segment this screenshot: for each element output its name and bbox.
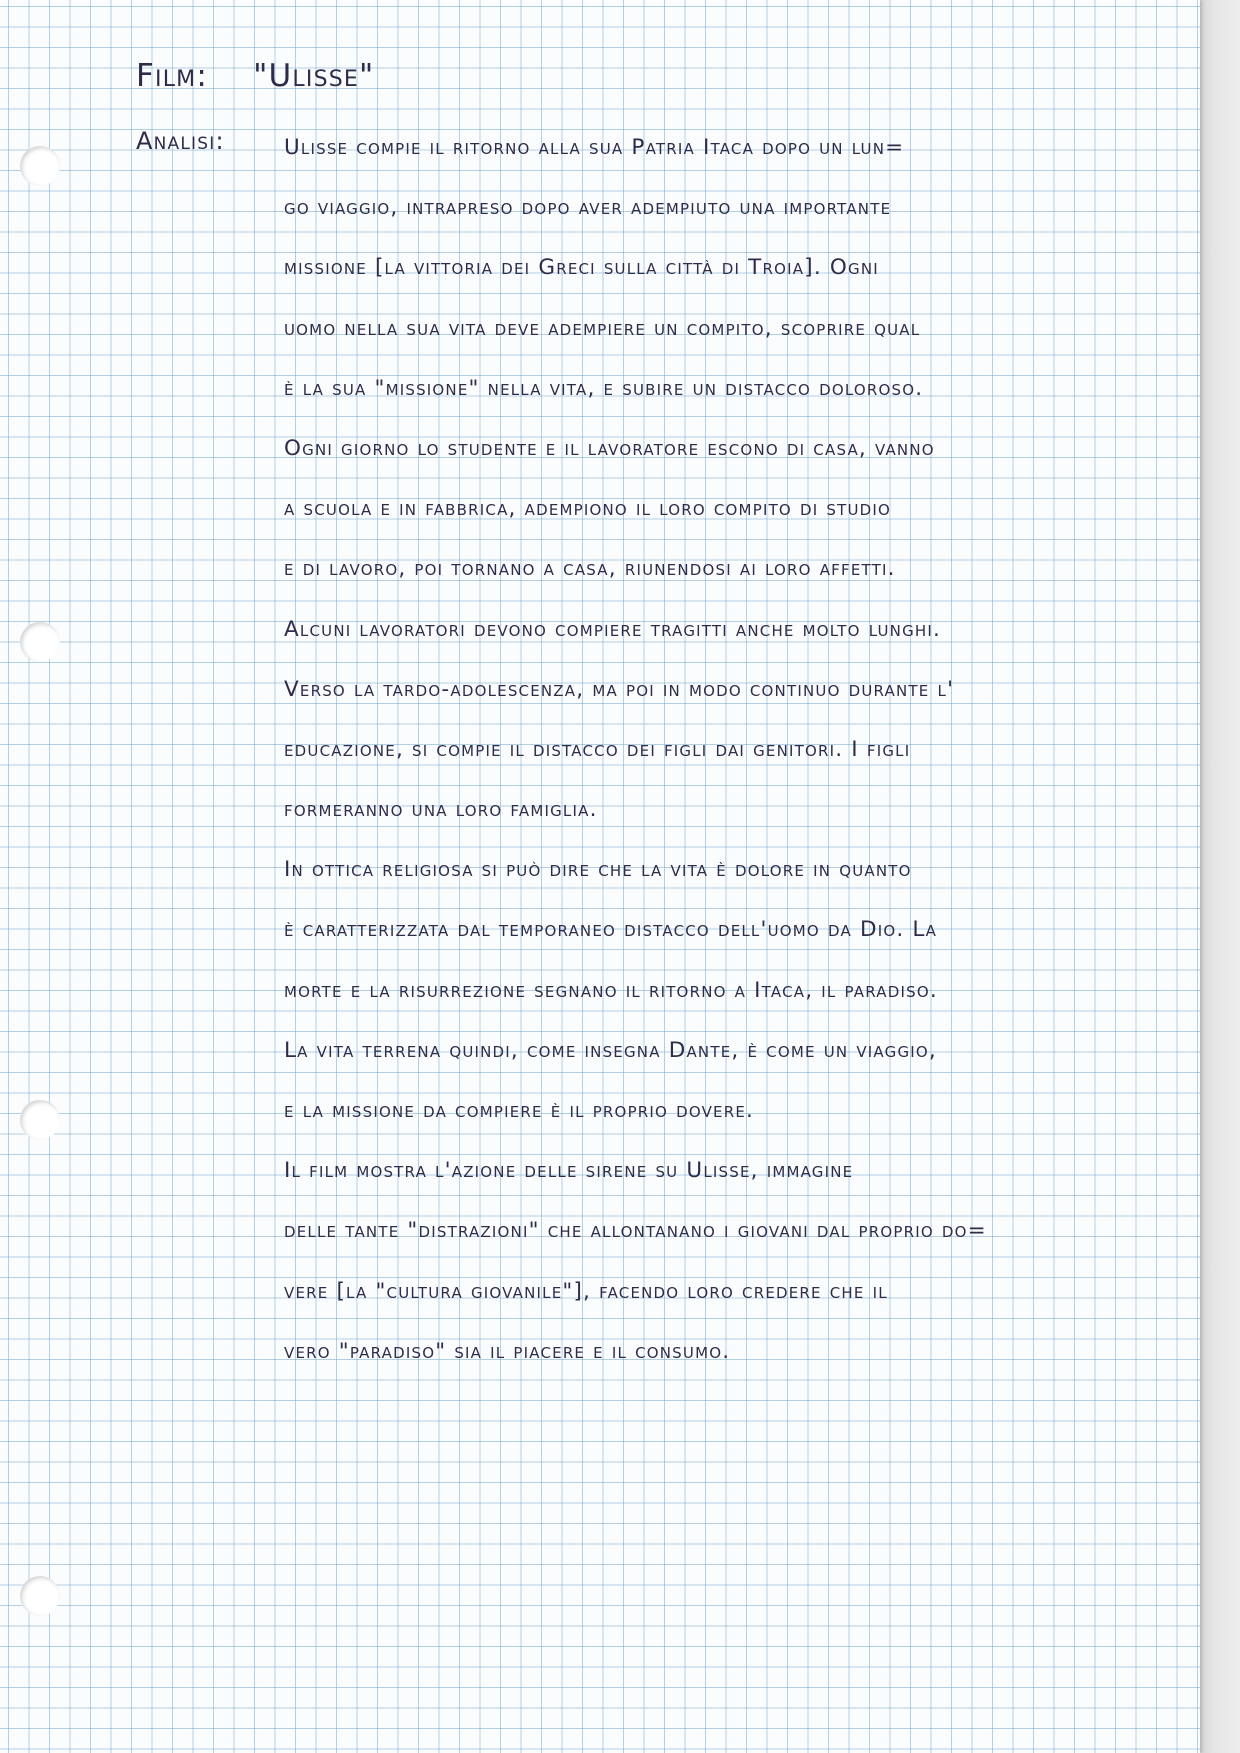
text-line-content: e di lavoro, poi tornano a casa, riunendosi ai loro affetti. bbox=[284, 556, 896, 582]
text-line bbox=[284, 489, 1084, 549]
film-title-row bbox=[136, 58, 374, 94]
text-line bbox=[284, 549, 1084, 609]
text-line bbox=[284, 670, 1084, 730]
text-line-content: vere [la "cultura giovanile"], facendo loro credere che il bbox=[284, 1278, 888, 1304]
analysis-label: Analisi: bbox=[136, 127, 225, 155]
text-line bbox=[284, 309, 1084, 369]
text-line bbox=[284, 1031, 1084, 1091]
text-line-content: è caratterizzata dal temporaneo distacco dell'uomo da Dio. La bbox=[284, 917, 938, 943]
text-line-content: Il film mostra l'azione delle sirene su Ulisse, immagine bbox=[284, 1158, 854, 1184]
analysis-text bbox=[284, 128, 1084, 1392]
text-line bbox=[284, 1211, 1084, 1271]
text-line-content: Alcuni lavoratori devono compiere tragitti anche molto lunghi. bbox=[284, 616, 942, 642]
binder-hole bbox=[20, 1100, 60, 1140]
text-line bbox=[284, 188, 1084, 248]
text-line bbox=[284, 850, 1084, 910]
text-line-content: formeranno una loro famiglia. bbox=[284, 797, 598, 823]
binder-hole bbox=[20, 1576, 60, 1616]
text-line bbox=[284, 429, 1084, 489]
text-line bbox=[284, 910, 1084, 970]
text-line-content: Ogni giorno lo studente e il lavoratore escono di casa, vanno bbox=[284, 435, 935, 461]
film-label: Film: bbox=[136, 58, 209, 94]
text-line bbox=[284, 1272, 1084, 1332]
binder-hole bbox=[20, 146, 60, 186]
text-line-content: vero "paradiso" sia il piacere e il consumo. bbox=[284, 1338, 731, 1364]
text-line bbox=[284, 128, 1084, 188]
text-line-content: morte e la risurrezione segnano il ritorno a Itaca, il paradiso. bbox=[284, 977, 938, 1003]
text-line bbox=[284, 1332, 1084, 1392]
film-title: "Ulisse" bbox=[253, 58, 375, 94]
text-line-content: educazione, si compie il distacco dei figli dai genitori. I figli bbox=[284, 736, 911, 762]
text-line-content: In ottica religiosa si può dire che la vita è dolore in quanto bbox=[284, 857, 912, 883]
text-line-content: La vita terrena quindi, come insegna Dante, è come un viaggio, bbox=[284, 1037, 937, 1063]
text-line-content: delle tante "distrazioni" che allontanano i giovani dal proprio do= bbox=[284, 1218, 987, 1244]
text-line-content: a scuola e in fabbrica, adempiono il loro compito di studio bbox=[284, 496, 892, 522]
text-line-content: è la sua "missione" nella vita, e subire un distacco doloroso. bbox=[284, 375, 924, 401]
text-line-content: go viaggio, intrapreso dopo aver adempiuto una importante bbox=[284, 195, 892, 221]
text-line-content: missione [la vittoria dei Greci sulla città di Troia]. Ogni bbox=[284, 255, 879, 281]
text-line bbox=[284, 248, 1084, 308]
text-line-content: e la missione da compiere è il proprio dovere. bbox=[284, 1098, 755, 1123]
text-line bbox=[284, 971, 1084, 1031]
text-line-content: uomo nella sua vita deve adempiere un compito, scoprire qual bbox=[284, 315, 921, 341]
binder-hole bbox=[20, 622, 60, 662]
text-line bbox=[284, 730, 1084, 790]
sheet-edge bbox=[1196, 0, 1240, 1753]
text-line bbox=[284, 369, 1084, 429]
text-line-content: Ulisse compie il ritorno alla sua Patria Itaca dopo un lun= bbox=[284, 135, 905, 160]
text-line bbox=[284, 610, 1084, 670]
text-line bbox=[284, 1151, 1084, 1211]
text-line-content: Verso la tardo-adolescenza, ma poi in modo continuo durante l' bbox=[284, 676, 955, 702]
text-line bbox=[284, 790, 1084, 850]
text-line bbox=[284, 1091, 1084, 1151]
